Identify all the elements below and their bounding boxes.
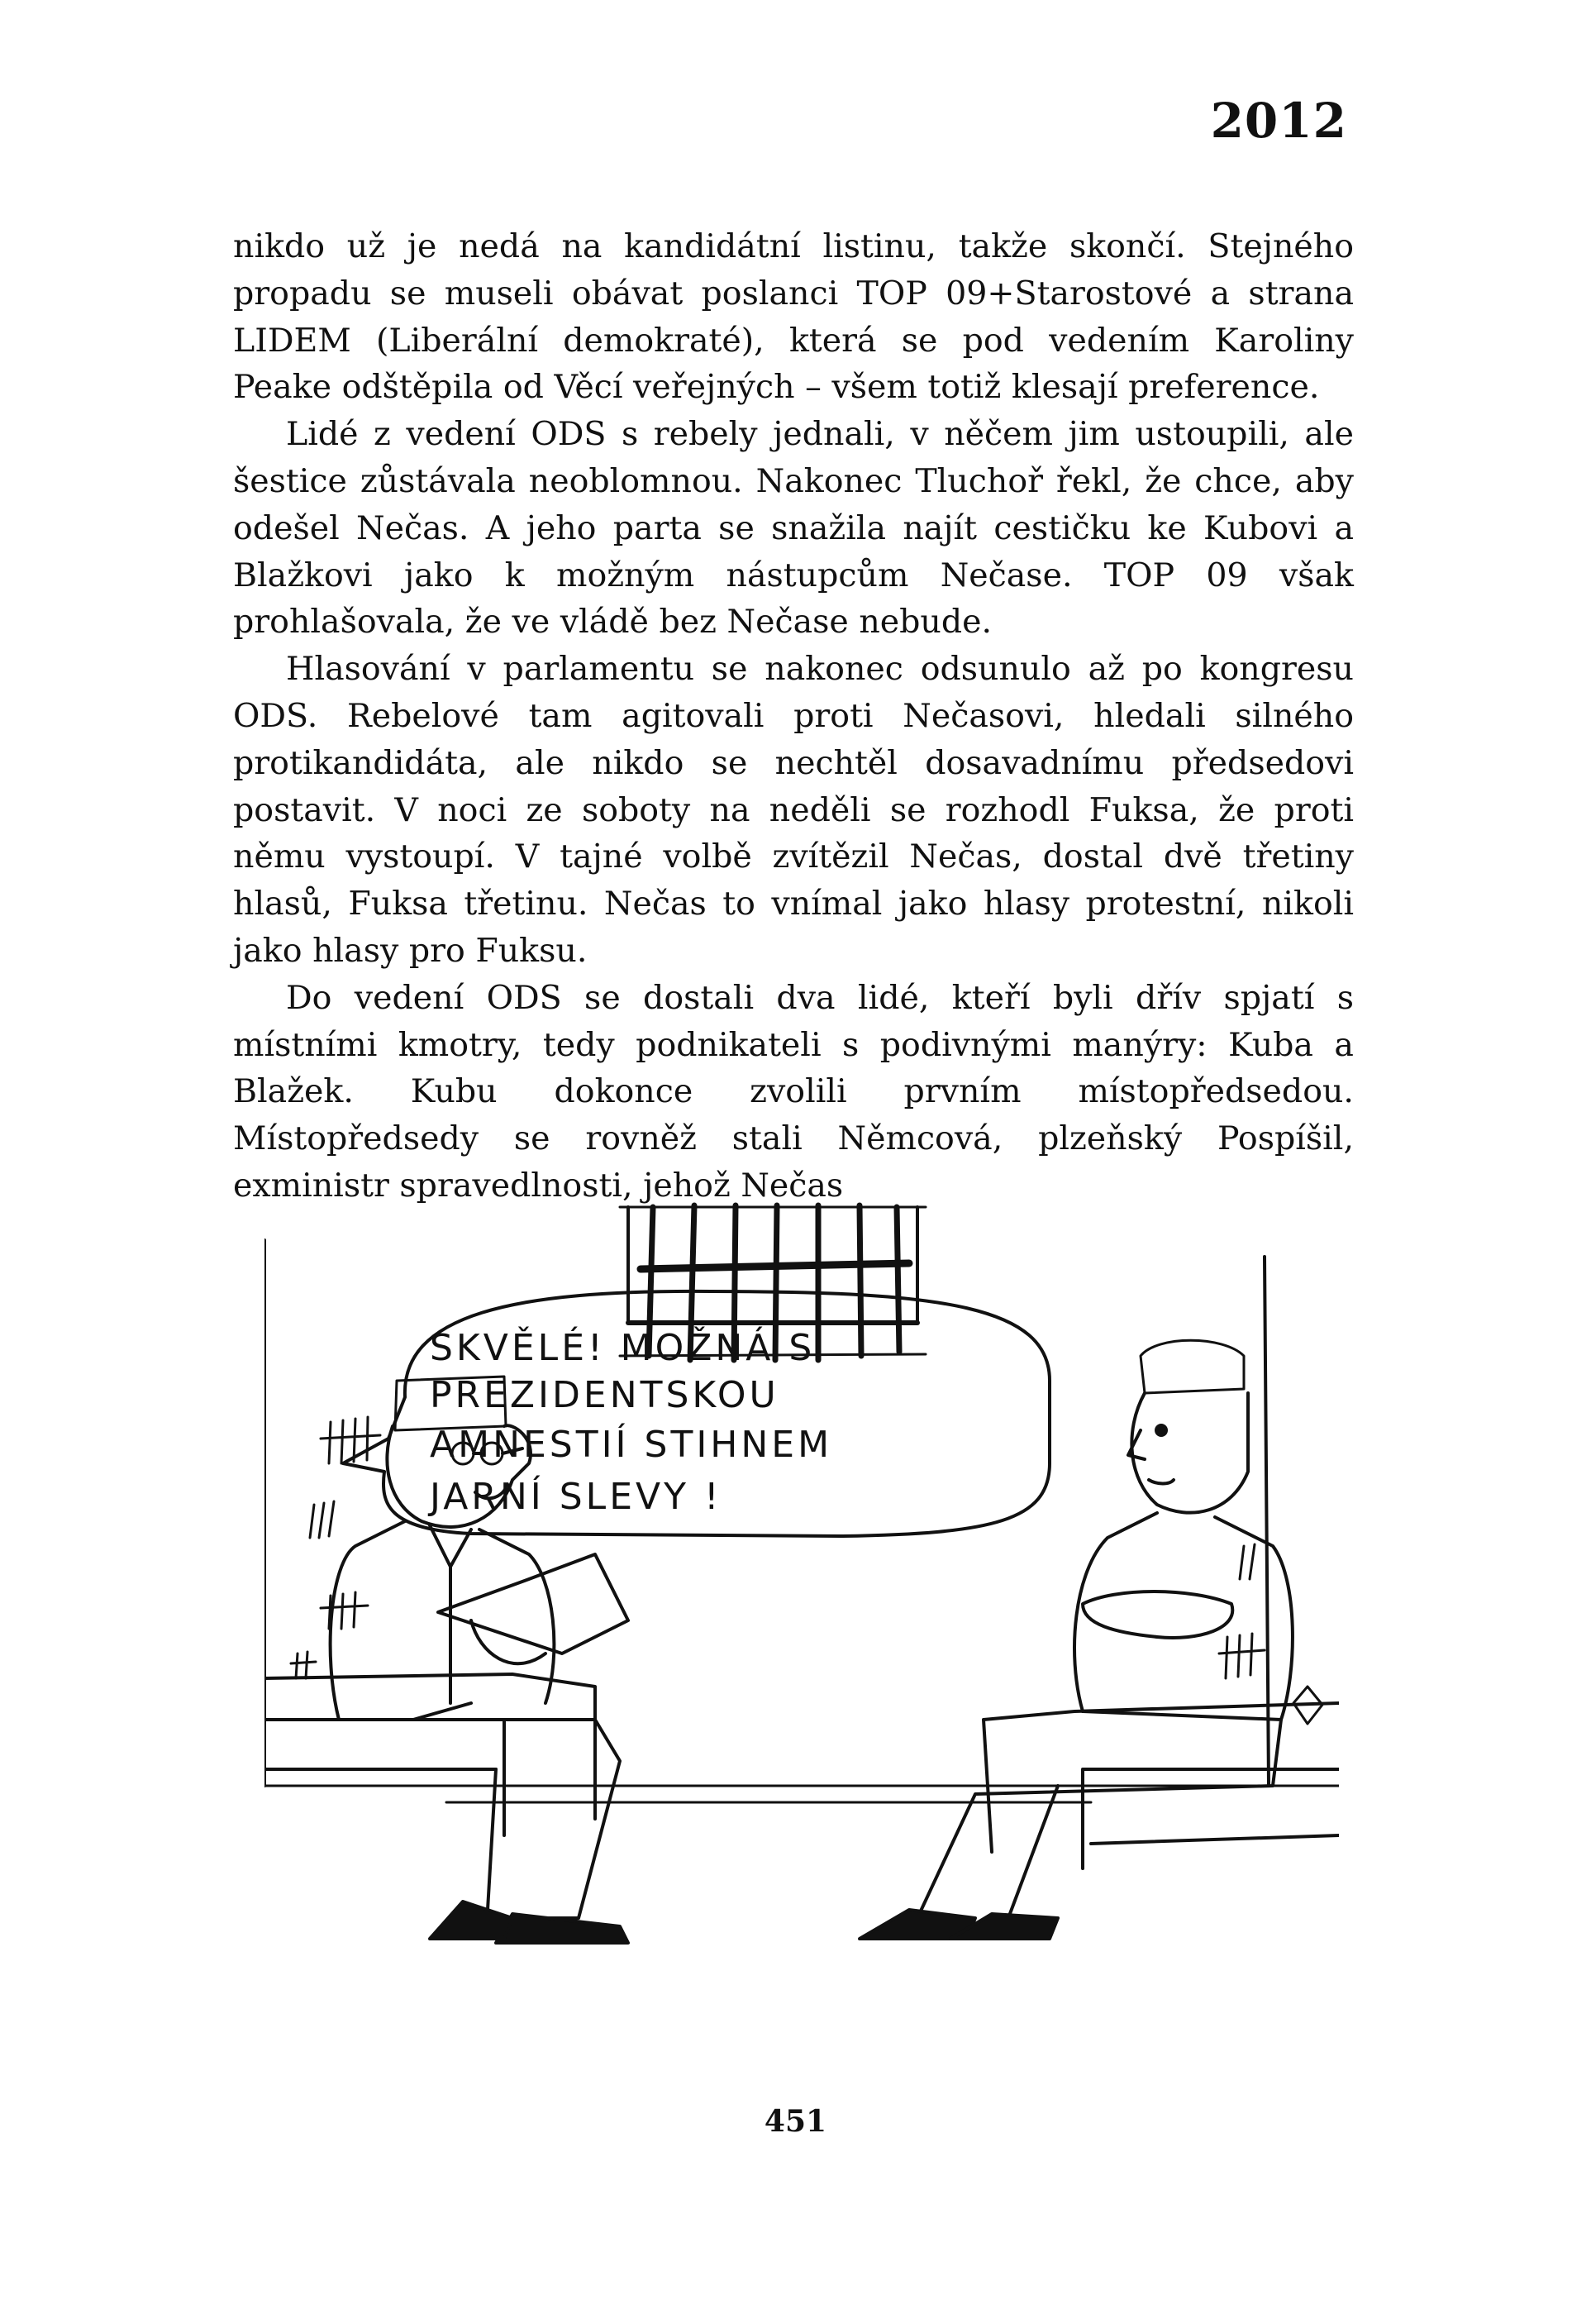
speech-line: SKVĚLÉ! MOŽNÁ S (430, 1327, 816, 1369)
prison-cell-cartoon (264, 1191, 1339, 1951)
paragraph: Hlasování v parlamentu se nakonec odsunulo až po kongresu ODS. Rebelové tam agitovali proti Nečasovi, hledali silného protikandidáta, ale nikdo se nechtěl dosavadnímu předsedovi postavit. V noci ze soboty na neděli se rozhodl Fuksa, že proti němu vystoupí. V tajné volbě zvítězil Nečas, dostal dvě třetiny hlasů, Fuksa třetinu. Nečas to vnímal jako hlasy protestní, nikoli jako hlasy pro Fuksu. (233, 650, 1354, 970)
paragraph: nikdo už je nedá na kandidátní listinu, takže skončí. Stejného propadu se museli obávat poslanci TOP 09+Starostové a strana LIDEM (Liberální demokraté), která se pod vedením Karoliny Peake odštěpila od Věcí veřejných – všem totiž klesají preference. (233, 227, 1354, 407)
speech-line: PREZIDENTSKOU (430, 1374, 779, 1416)
tally-marks-right (1219, 1544, 1322, 1724)
body-text (233, 223, 1354, 1210)
paragraph: Lidé z vedení ODS s rebely jednali, v něčem jim ustoupili, ale šestice zůstávala neoblomnou. Nakonec Tluchoř řekl, že chce, aby odešel Nečas. A jeho parta se snažila najít cestičku ke Kubovi a Blažkovi jako k možným nástupcům Nečase. TOP 09 však prohlašovala, že ve vládě bez Nečase nebude. (233, 415, 1354, 642)
newspaper (438, 1554, 628, 1654)
speech-line: AMNESTIÍ STIHNEM (430, 1424, 833, 1466)
speech-line: JARNÍ SLEVY ! (430, 1476, 722, 1518)
tally-marks-left (291, 1417, 380, 1678)
crossed-arms (1083, 1591, 1232, 1638)
speech-bubble (343, 1291, 1050, 1536)
paragraph: Do vedení ODS se dostali dva lidé, kteří byli dřív spjatí s místními kmotry, tedy podnikateli s podivnými manýry: Kuba a Blažek. Kubu dokonce zvolili prvním místopředsedou. Místopředsedy se rovněž stali Němcová, plzeňský Pospíšil, exministr spravedlnosti, jehož Nečas (233, 978, 1354, 1205)
running-head: 2012 (1210, 93, 1347, 149)
page-number: 451 (764, 2104, 827, 2139)
